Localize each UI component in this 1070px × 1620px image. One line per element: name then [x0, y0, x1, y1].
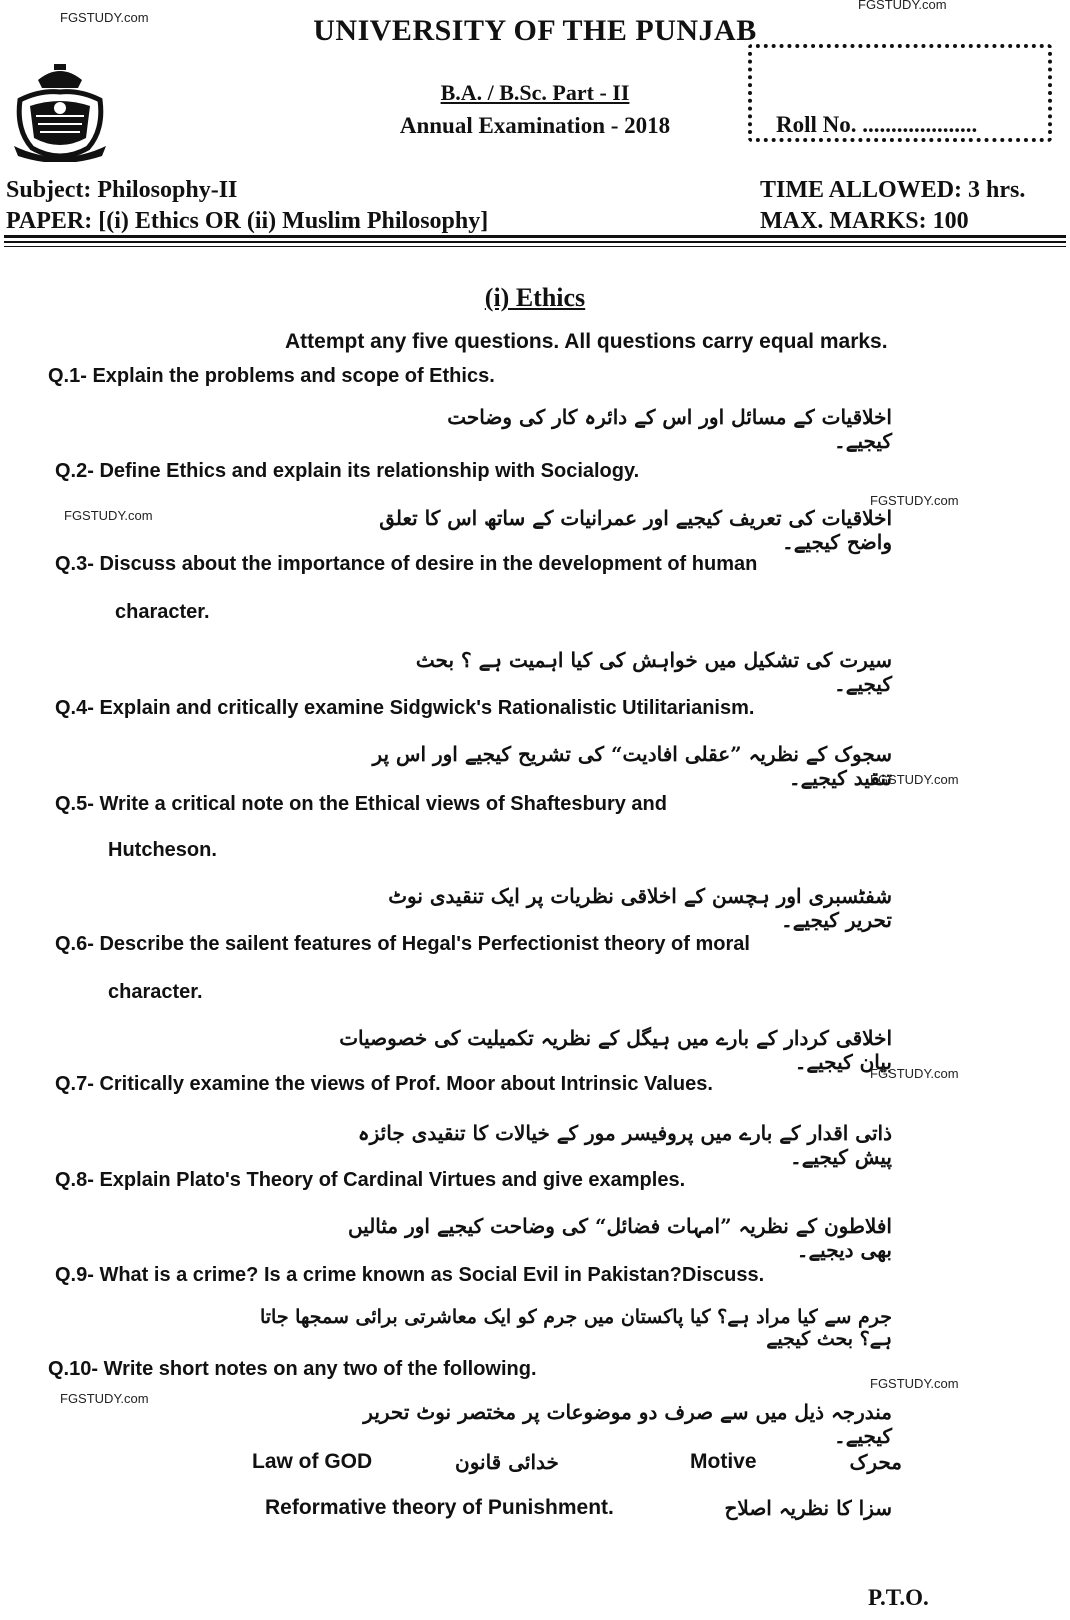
option-law-of-god-urdu: خدائی قانون — [455, 1450, 559, 1474]
header-divider — [4, 235, 1066, 238]
question-5-cont: Hutcheson. — [108, 839, 217, 861]
watermark: FGSTUDY.com — [870, 1376, 959, 1391]
header-divider — [4, 241, 1066, 243]
university-crest-icon — [10, 60, 110, 162]
max-marks: MAX. MARKS: 100 — [760, 208, 969, 234]
course-title: B.A. / B.Sc. Part - II — [440, 80, 630, 105]
header-divider — [4, 246, 1066, 247]
question-5: Q.5- Write a critical note on the Ethical views of Shaftesbury and — [55, 793, 667, 815]
question-10: Q.10- Write short notes on any two of the following. — [48, 1358, 537, 1380]
question-3-cont: character. — [115, 601, 210, 623]
question-4-urdu: سجوک کے نظریہ ”عقلی افادیت“ کی تشریح کیجیے اور اس پر تنقید کیجیے۔ — [372, 742, 892, 790]
watermark: FGSTUDY.com — [858, 0, 947, 12]
question-6-urdu: اخلاقی کردار کے بارے میں ہیگل کے نظریہ تکمیلیت کی خصوصیات بیان کیجیے۔ — [339, 1026, 892, 1074]
question-7: Q.7- Critically examine the views of Prof. Moor about Intrinsic Values. — [55, 1073, 713, 1095]
university-title: UNIVERSITY OF THE PUNJAB — [313, 14, 757, 47]
subject-label: Subject: Philosophy-II — [6, 177, 238, 203]
question-3: Q.3- Discuss about the importance of desire in the development of human — [55, 553, 758, 575]
question-2-urdu: اخلاقیات کی تعریف کیجیے اور عمرانیات کے ساتھ اس کا تعلق واضح کیجیے۔ — [379, 506, 892, 554]
question-9-urdu: جرم سے کیا مراد ہے؟ کیا پاکستان میں جرم کو ایک معاشرتی برائی سمجھا جاتا ہے؟ بحث کیجیے — [259, 1306, 892, 1350]
watermark: FGSTUDY.com — [870, 772, 959, 787]
watermark: FGSTUDY.com — [870, 493, 959, 508]
watermark: FGSTUDY.com — [870, 1066, 959, 1081]
watermark: FGSTUDY.com — [64, 508, 153, 523]
question-5-urdu: شفٹسبری اور ہچسن کے اخلاقی نظریات پر ایک تنقیدی نوٹ تحریر کیجیے۔ — [388, 884, 892, 932]
option-reformative-theory: Reformative theory of Punishment. — [265, 1496, 614, 1519]
watermark: FGSTUDY.com — [60, 10, 149, 25]
exam-title: Annual Examination - 2018 — [399, 113, 671, 138]
question-1: Q.1- Explain the problems and scope of Ethics. — [48, 365, 495, 387]
option-motive: Motive — [690, 1450, 757, 1473]
question-4: Q.4- Explain and critically examine Sidgwick's Rationalistic Utilitarianism. — [55, 697, 755, 719]
time-allowed: TIME ALLOWED: 3 hrs. — [760, 177, 1026, 203]
section-title: (i) Ethics — [484, 283, 586, 312]
question-3-urdu: سیرت کی تشکیل میں خواہش کی کیا اہمیت ہے ؟ بحث کیجیے۔ — [415, 648, 892, 696]
option-motive-urdu: محرک — [849, 1450, 902, 1474]
watermark: FGSTUDY.com — [60, 1391, 149, 1406]
option-law-of-god: Law of GOD — [252, 1450, 373, 1473]
roll-number-label: Roll No. .................... — [776, 112, 978, 137]
question-8-urdu: افلاطون کے نظریہ ”امہات فضائل“ کی وضاحت کیجیے اور مثالیں بھی دیجیے۔ — [347, 1214, 892, 1262]
question-7-urdu: ذاتی اقدار کے بارے میں پروفیسر مور کے خیالات کا تنقیدی جائزہ پیش کیجیے۔ — [357, 1121, 892, 1169]
question-6-cont: character. — [108, 981, 203, 1003]
question-2: Q.2- Define Ethics and explain its relationship with Socialogy. — [55, 460, 640, 482]
question-1-urdu: اخلاقیات کے مسائل اور اس کے دائرہ کار کی وضاحت کیجیے۔ — [447, 405, 892, 453]
paper-label: PAPER: [(i) Ethics OR (ii) Muslim Philosophy] — [6, 208, 489, 234]
option-reformative-theory-urdu: سزا کا نظریہ اصلاح — [724, 1496, 892, 1520]
please-turn-over: P.T.O. — [868, 1585, 929, 1610]
question-6: Q.6- Describe the sailent features of Hegal's Perfectionist theory of moral — [55, 933, 750, 955]
instructions: Attempt any five questions. All questions carry equal marks. — [285, 330, 888, 353]
question-10-urdu: مندرجہ ذیل میں سے صرف دو موضوعات پر مختصر نوٹ تحریر کیجیے۔ — [363, 1400, 892, 1448]
question-8: Q.8- Explain Plato's Theory of Cardinal Virtues and give examples. — [55, 1169, 686, 1191]
question-9: Q.9- What is a crime? Is a crime known as Social Evil in Pakistan?Discuss. — [55, 1264, 765, 1286]
